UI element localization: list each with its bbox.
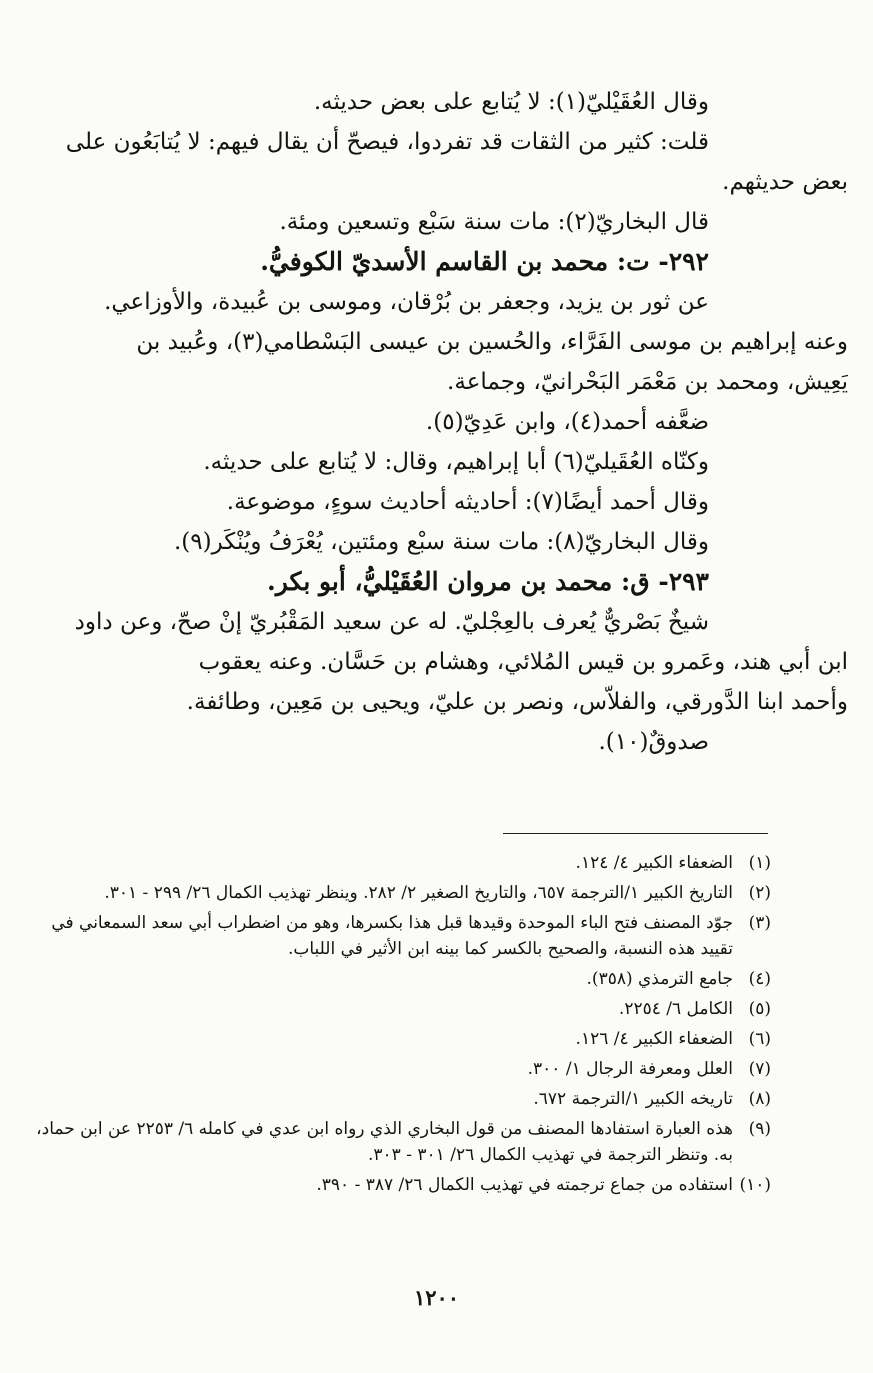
footnote xyxy=(21,996,771,1022)
text-line: ضعَّفه أحمد(٤)، وابن عَدِيّ(٥). xyxy=(425,409,709,435)
footnote-number: (٥) xyxy=(748,999,771,1019)
footnote-text: الضعفاء الكبير ٤/ ١٢٤. xyxy=(575,853,733,873)
footnote-text: جامع الترمذي (٣٥٨). xyxy=(586,969,733,989)
footnote-text: جوّد المصنف فتح الباء الموحدة وقيدها قبل هذا بكسرها، وهو من اضطراب أبي سعد السمعاني في تقييد هذه النسبة، والصحيح بالكسر كما بينه ابن الأثير في اللباب. xyxy=(51,913,733,959)
footnotes xyxy=(21,850,771,1202)
footnote-number: (١٠) xyxy=(739,1175,771,1195)
entry-heading: ٢٩٢- ت: محمد بن القاسم الأسديّ الكوفيُّ. xyxy=(260,247,709,276)
text-line: صدوقٌ(١٠). xyxy=(598,729,709,755)
footnote-number: (٢) xyxy=(748,883,771,903)
text-line: بعض حديثهم. xyxy=(722,169,848,195)
text-line: وأحمد ابنا الدَّورقي، والفلاّس، ونصر بن عليّ، ويحيى بن مَعِين، وطائفة. xyxy=(186,689,848,715)
text-line: شيخٌ بَصْريٌّ يُعرف بالعِجْليّ. له عن سعيد المَقْبُريّ إنْ صحّ، وعن داود xyxy=(74,609,709,635)
footnote-text: العلل ومعرفة الرجال ١/ ٣٠٠. xyxy=(527,1059,733,1079)
footnote xyxy=(21,1086,771,1112)
footnote-text: استفاده من جماع ترجمته في تهذيب الكمال ٢٦/ ٣٨٧ - ٣٩٠. xyxy=(316,1175,733,1195)
text-line: قلت: كثير من الثقات قد تفردوا، فيصحّ أن يقال فيهم: لا يُتابَعُون على xyxy=(65,129,709,155)
footnote xyxy=(21,850,771,876)
footnote-divider xyxy=(503,833,768,834)
text-line: يَعِيش، ومحمد بن مَعْمَر البَحْرانيّ، وجماعة. xyxy=(447,369,848,395)
footnote-text: التاريخ الكبير ١/الترجمة ٦٥٧، والتاريخ الصغير ٢/ ٢٨٢. وينظر تهذيب الكمال ٢٦/ ٢٩٩ - ٣٠١. xyxy=(104,883,733,903)
footnote xyxy=(21,1026,771,1052)
footnote-text: تاريخه الكبير ١/الترجمة ٦٧٢. xyxy=(533,1089,733,1109)
footnote xyxy=(21,966,771,992)
main-text xyxy=(26,82,848,762)
entry-heading: ٢٩٣- ق: محمد بن مروان العُقَيْليُّ، أبو بكر. xyxy=(267,567,709,596)
footnote-text: الكامل ٦/ ٢٢٥٤. xyxy=(618,999,733,1019)
footnote-text: الضعفاء الكبير ٤/ ١٢٦. xyxy=(575,1029,733,1049)
footnote-number: (٤) xyxy=(748,969,771,989)
footnote xyxy=(21,880,771,906)
text-line: وعنه إبراهيم بن موسى الفَرَّاء، والحُسين بن عيسى البَسْطامي(٣)، وعُبيد بن xyxy=(136,329,848,355)
text-line: عن ثور بن يزيد، وجعفر بن بُرْقان، وموسى بن عُبيدة، والأوزاعي. xyxy=(104,289,709,315)
footnote-number: (٨) xyxy=(748,1089,771,1109)
text-line: وقال العُقَيْليّ(١): لا يُتابع على بعض حديثه. xyxy=(313,89,709,115)
footnote-text: هذه العبارة استفادها المصنف من قول البخاري الذي رواه ابن عدي في كامله ٦/ ٢٢٥٣ عن ابن حماد، به. وتنظر الترجمة في تهذيب الكمال ٢٦/ ٣٠١ - ٣٠٣. xyxy=(36,1119,733,1165)
footnote xyxy=(21,1116,771,1168)
page-number: ١٢٠٠ xyxy=(413,1285,460,1310)
footnote-number: (٣) xyxy=(748,913,771,933)
text-line: وقال أحمد أيضًا(٧): أحاديثه أحاديث سوءٍ، موضوعة. xyxy=(226,489,709,515)
footnote xyxy=(21,910,771,962)
footnote xyxy=(21,1172,771,1198)
footnote-number: (١) xyxy=(748,853,771,873)
text-line: قال البخاريّ(٢): مات سنة سَبْع وتسعين ومئة. xyxy=(279,209,709,235)
footnote-number: (٩) xyxy=(748,1119,771,1139)
text-line: وقال البخاريّ(٨): مات سنة سبْع ومئتين، يُعْرَفُ ويُنْكَر(٩). xyxy=(173,529,709,555)
footnote xyxy=(21,1056,771,1082)
text-line: ابن أبي هند، وعَمرو بن قيس المُلائي، وهشام بن حَسَّان. وعنه يعقوب xyxy=(198,649,848,675)
footnote-number: (٧) xyxy=(748,1059,771,1079)
text-line: وكنّاه العُقَيليّ(٦) أبا إبراهيم، وقال: لا يُتابع على حديثه. xyxy=(203,449,709,475)
footnote-number: (٦) xyxy=(748,1029,771,1049)
